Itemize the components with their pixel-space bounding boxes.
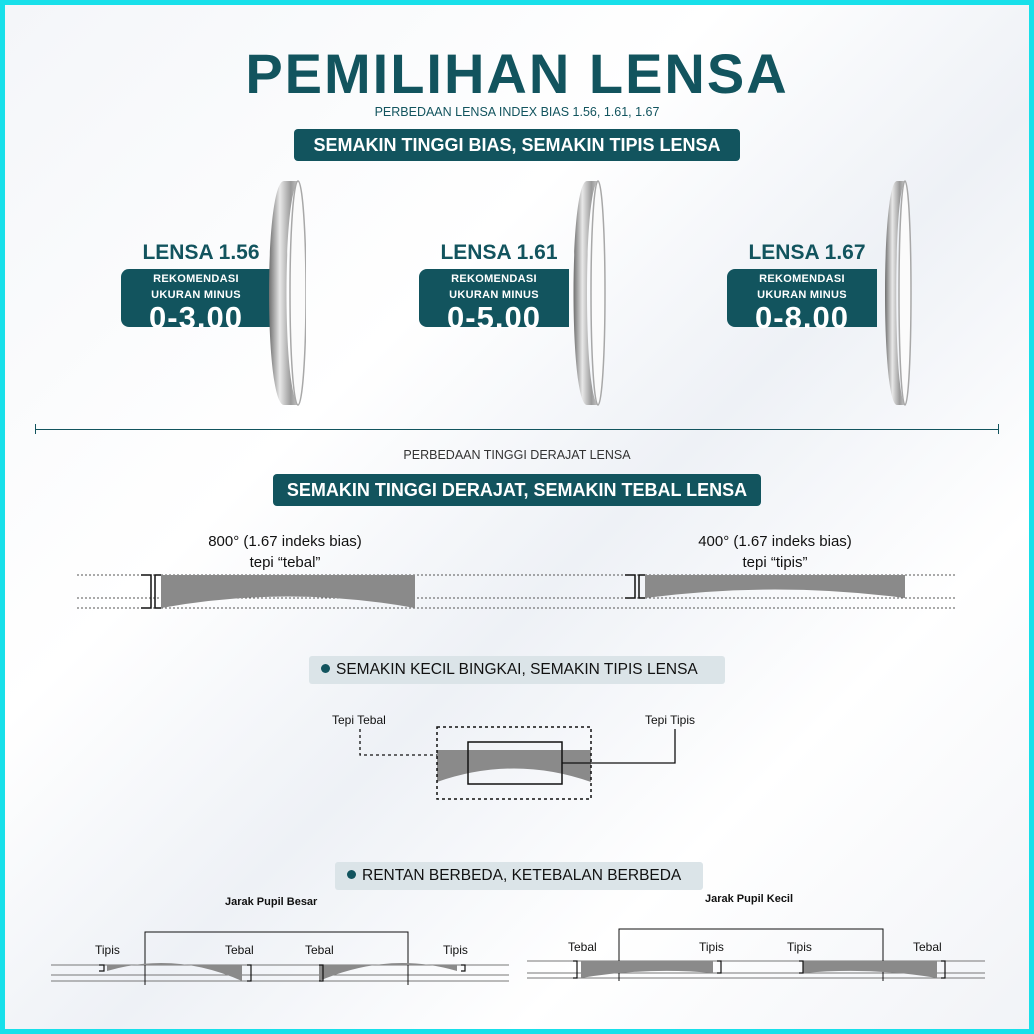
pupil-right-label-3: Tipis (787, 940, 812, 954)
lens-name-161: LENSA 1.61 (440, 241, 558, 264)
rec-label-line2: UKURAN MINUS (151, 289, 241, 301)
degree-subtitle: PERBEDAAN TINGGI DERAJAT LENSA (403, 448, 631, 462)
pupil-diagram (5, 905, 1029, 995)
pupil-right-label-1: Tebal (568, 940, 597, 954)
pupil-large-title: Jarak Pupil Besar (225, 896, 318, 908)
lens-recommendation-167 (727, 269, 877, 335)
rec-label-line1: REKOMENDASI (153, 273, 239, 285)
pupil-banner (335, 862, 703, 890)
pupil-right-label-2: Tipis (699, 940, 724, 954)
bullet-icon (321, 664, 330, 673)
lens-recommendation-161 (419, 269, 569, 335)
rec-label-line2: UKURAN MINUS (757, 289, 847, 301)
pupil-lens-left-2 (319, 963, 457, 981)
divider-tick-left (35, 424, 36, 434)
rec-label-line2: UKURAN MINUS (449, 289, 539, 301)
thick-lens-shape (161, 575, 415, 608)
pupil-lens-right-1 (581, 961, 713, 978)
lens-range-156: 0-3.00 (149, 300, 243, 335)
frame-lens-shape (437, 750, 591, 782)
page-subtitle: PERBEDAAN LENSA INDEX BIAS 1.56, 1.61, 1.67 (374, 105, 660, 119)
pupil-right-label-4: Tebal (913, 940, 942, 954)
label-thin-edge: Tepi Tipis (645, 713, 696, 727)
degree-banner: SEMAKIN TINGGI DERAJAT, SEMAKIN TEBAL LENSA (273, 474, 761, 506)
thin-lens-shape (645, 575, 905, 598)
label-thick-edge: Tepi Tebal (332, 713, 386, 727)
thin-caption-line2: tepi “tipis” (742, 554, 808, 571)
pupil-left-label-1: Tipis (95, 943, 120, 957)
pupil-banner-text: RENTAN BERBEDA, KETEBALAN BERBEDA (362, 867, 682, 884)
pupil-small-title: Jarak Pupil Kecil (705, 893, 794, 905)
pupil-lens-right-2 (803, 961, 937, 978)
thick-caption-line1: 800° (1.67 indeks bias) (208, 533, 362, 550)
thick-caption-line2: tepi “tebal” (249, 554, 321, 571)
lens-name-156: LENSA 1.56 (142, 241, 260, 264)
rec-label-line1: REKOMENDASI (451, 273, 537, 285)
lens-disc-156-icon (260, 177, 306, 409)
frame-banner (309, 656, 725, 684)
rec-label-line1: REKOMENDASI (759, 273, 845, 285)
divider-tick-right (998, 424, 999, 434)
lens-range-167: 0-8.00 (755, 300, 849, 335)
lens-disc-161-icon (561, 177, 607, 409)
pupil-left-label-4: Tipis (443, 943, 468, 957)
lens-range-161: 0-5.00 (447, 300, 541, 335)
index-banner: SEMAKIN TINGGI BIAS, SEMAKIN TIPIS LENSA (294, 129, 740, 161)
pupil-lens-left-1 (107, 963, 242, 981)
bullet-icon (347, 870, 356, 879)
page-title: PEMILIHAN LENSA (245, 42, 789, 105)
lens-name-167: LENSA 1.67 (748, 241, 866, 264)
pupil-left-label-2: Tebal (225, 943, 254, 957)
frame-diagram (345, 717, 685, 807)
frame-banner-text: SEMAKIN KECIL BINGKAI, SEMAKIN TIPIS LENSA (336, 661, 698, 678)
degree-diagram (5, 565, 1029, 625)
pupil-left-label-3: Tebal (305, 943, 334, 957)
lens-disc-167-icon (869, 177, 915, 409)
section-divider (35, 429, 999, 430)
thin-caption-line1: 400° (1.67 indeks bias) (698, 533, 852, 550)
lens-recommendation-156 (121, 269, 271, 335)
